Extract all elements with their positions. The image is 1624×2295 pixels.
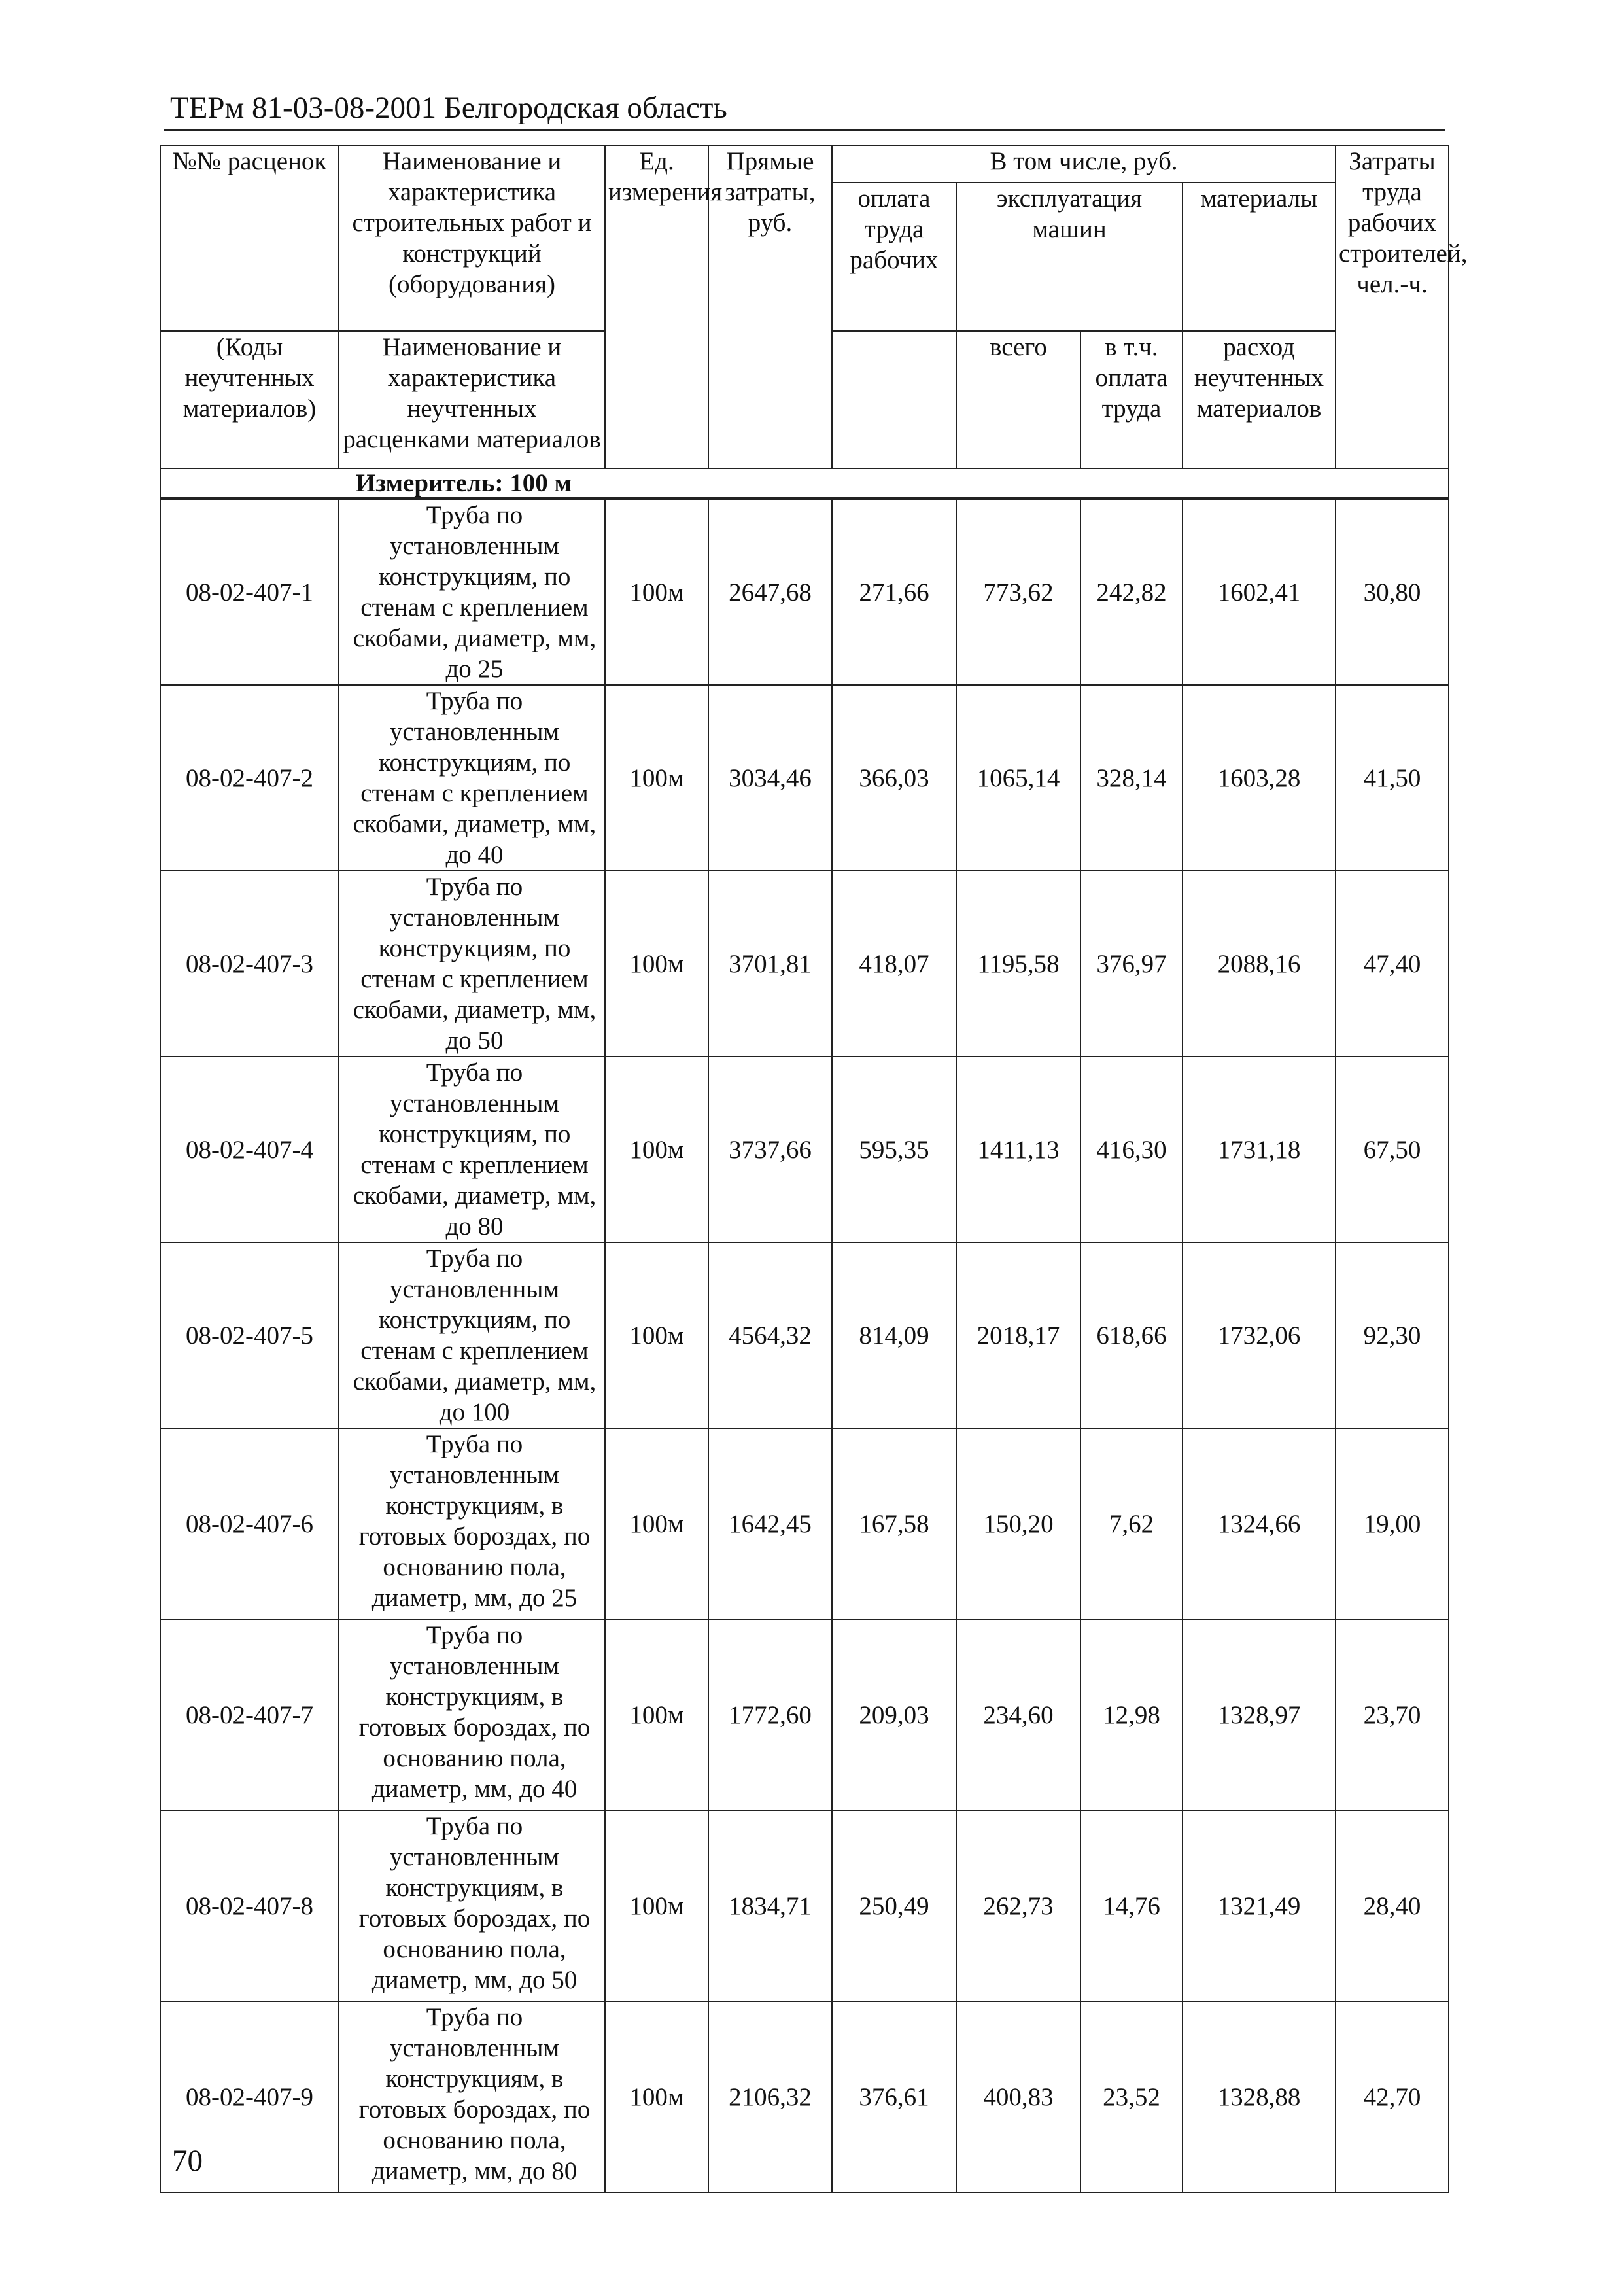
row-code: 08-02-407-6	[160, 1428, 339, 1619]
row-direct: 1642,45	[708, 1428, 832, 1619]
row-materials: 1328,88	[1183, 2001, 1336, 2192]
header-materials: материалы	[1183, 183, 1336, 331]
header-machines-wages: в т.ч. оплата труда	[1080, 331, 1183, 468]
row-machines-wages: 328,14	[1080, 685, 1183, 871]
row-machines-wages: 7,62	[1080, 1428, 1183, 1619]
row-name: Труба по установленным конструкциям, по стенам с креплением скобами, диаметр, мм, до 50	[339, 871, 605, 1057]
row-labor: 30,80	[1336, 499, 1449, 685]
row-direct: 3737,66	[708, 1057, 832, 1242]
row-name: Труба по установленным конструкциям, в готовых бороздах, по основанию пола, диаметр, мм, до 80	[339, 2001, 605, 2192]
table-row	[160, 499, 1449, 685]
row-materials: 1603,28	[1183, 685, 1336, 871]
row-wages: 376,61	[832, 2001, 956, 2192]
row-machines-wages: 14,76	[1080, 1810, 1183, 2001]
row-direct: 3701,81	[708, 871, 832, 1057]
header-wages-empty	[832, 331, 956, 468]
row-name: Труба по установленным конструкциям, по стенам с креплением скобами, диаметр, мм, до 80	[339, 1057, 605, 1242]
row-machines: 400,83	[956, 2001, 1080, 2192]
row-machines: 1195,58	[956, 871, 1080, 1057]
row-wages: 418,07	[832, 871, 956, 1057]
row-materials: 1602,41	[1183, 499, 1336, 685]
header-wages: оплата труда рабочих	[832, 183, 956, 331]
row-labor: 19,00	[1336, 1428, 1449, 1619]
row-machines: 1065,14	[956, 685, 1080, 871]
row-unit: 100м	[605, 1242, 708, 1428]
row-labor: 47,40	[1336, 871, 1449, 1057]
header-machines: эксплуатация машин	[956, 183, 1183, 331]
row-machines-wages: 618,66	[1080, 1242, 1183, 1428]
row-name: Труба по установленным конструкциям, по стенам с креплением скобами, диаметр, мм, до 40	[339, 685, 605, 871]
rate-table	[160, 145, 1468, 2193]
row-name: Труба по установленным конструкциям, по стенам с креплением скобами, диаметр, мм, до 25	[339, 499, 605, 685]
row-name: Труба по установленным конструкциям, в готовых бороздах, по основанию пола, диаметр, мм, до 25	[339, 1428, 605, 1619]
row-unit: 100м	[605, 1057, 708, 1242]
row-machines: 234,60	[956, 1619, 1080, 1810]
row-code: 08-02-407-5	[160, 1242, 339, 1428]
row-labor: 92,30	[1336, 1242, 1449, 1428]
row-unit: 100м	[605, 2001, 708, 2192]
row-name: Труба по установленным конструкциям, по стенам с креплением скобами, диаметр, мм, до 100	[339, 1242, 605, 1428]
row-wages: 271,66	[832, 499, 956, 685]
row-direct: 1772,60	[708, 1619, 832, 1810]
row-unit: 100м	[605, 1619, 708, 1810]
header-labor: Затраты труда рабочих строителей, чел.-ч.	[1336, 145, 1449, 468]
row-direct: 2647,68	[708, 499, 832, 685]
row-labor: 42,70	[1336, 2001, 1449, 2192]
table-row	[160, 1428, 1449, 1619]
header-code-alt: (Коды неучтенных материалов)	[160, 331, 339, 468]
page-number: 70	[172, 2144, 203, 2178]
row-materials: 1731,18	[1183, 1057, 1336, 1242]
row-machines: 2018,17	[956, 1242, 1080, 1428]
row-machines-wages: 416,30	[1080, 1057, 1183, 1242]
header-including: В том числе, руб.	[832, 145, 1336, 183]
header-rule	[164, 129, 1445, 131]
row-wages: 366,03	[832, 685, 956, 871]
row-machines: 1411,13	[956, 1057, 1080, 1242]
table-row	[160, 1057, 1449, 1242]
header-materials-alt: расход неучтенных материалов	[1183, 331, 1336, 468]
row-machines-wages: 242,82	[1080, 499, 1183, 685]
header-code: №№ расценок	[160, 145, 339, 331]
row-code: 08-02-407-4	[160, 1057, 339, 1242]
row-wages: 209,03	[832, 1619, 956, 1810]
row-unit: 100м	[605, 499, 708, 685]
row-name: Труба по установленным конструкциям, в готовых бороздах, по основанию пола, диаметр, мм, до 40	[339, 1619, 605, 1810]
row-materials: 1732,06	[1183, 1242, 1336, 1428]
row-direct: 3034,46	[708, 685, 832, 871]
row-labor: 67,50	[1336, 1057, 1449, 1242]
row-unit: 100м	[605, 1810, 708, 2001]
row-code: 08-02-407-3	[160, 871, 339, 1057]
row-wages: 814,09	[832, 1242, 956, 1428]
row-labor: 23,70	[1336, 1619, 1449, 1810]
table-row	[160, 1810, 1449, 2001]
table-row	[160, 1242, 1449, 1428]
table-row	[160, 2001, 1449, 2192]
table-row	[160, 1619, 1449, 1810]
row-unit: 100м	[605, 1428, 708, 1619]
row-name: Труба по установленным конструкциям, в готовых бороздах, по основанию пола, диаметр, мм, до 50	[339, 1810, 605, 2001]
row-materials: 1321,49	[1183, 1810, 1336, 2001]
row-machines: 150,20	[956, 1428, 1080, 1619]
header-direct-costs: Прямые затраты, руб.	[708, 145, 832, 468]
row-code: 08-02-407-1	[160, 499, 339, 685]
header-name: Наименование и характеристика строительных работ и конструкций (оборудования)	[339, 145, 605, 331]
page-header-title: ТЕРм 81-03-08-2001 Белгородская область	[170, 91, 727, 125]
header-unit: Ед. измерения	[605, 145, 708, 468]
header-machines-total: всего	[956, 331, 1080, 468]
row-code: 08-02-407-7	[160, 1619, 339, 1810]
table-row	[160, 685, 1449, 871]
table-row	[160, 871, 1449, 1057]
row-machines-wages: 376,97	[1080, 871, 1183, 1057]
row-machines: 262,73	[956, 1810, 1080, 2001]
row-wages: 595,35	[832, 1057, 956, 1242]
row-direct: 1834,71	[708, 1810, 832, 2001]
row-wages: 250,49	[832, 1810, 956, 2001]
row-unit: 100м	[605, 871, 708, 1057]
row-wages: 167,58	[832, 1428, 956, 1619]
row-machines-wages: 23,52	[1080, 2001, 1183, 2192]
row-materials: 1324,66	[1183, 1428, 1336, 1619]
row-materials: 2088,16	[1183, 871, 1336, 1057]
row-unit: 100м	[605, 685, 708, 871]
measure-row: Измеритель: 100 м	[160, 468, 1449, 498]
row-code: 08-02-407-8	[160, 1810, 339, 2001]
row-direct: 4564,32	[708, 1242, 832, 1428]
row-labor: 28,40	[1336, 1810, 1449, 2001]
row-direct: 2106,32	[708, 2001, 832, 2192]
header-name-alt: Наименование и характеристика неучтенных расценками материалов	[339, 331, 605, 468]
row-materials: 1328,97	[1183, 1619, 1336, 1810]
row-labor: 41,50	[1336, 685, 1449, 871]
row-code: 08-02-407-2	[160, 685, 339, 871]
row-machines: 773,62	[956, 499, 1080, 685]
row-code: 08-02-407-9	[160, 2001, 339, 2192]
row-machines-wages: 12,98	[1080, 1619, 1183, 1810]
